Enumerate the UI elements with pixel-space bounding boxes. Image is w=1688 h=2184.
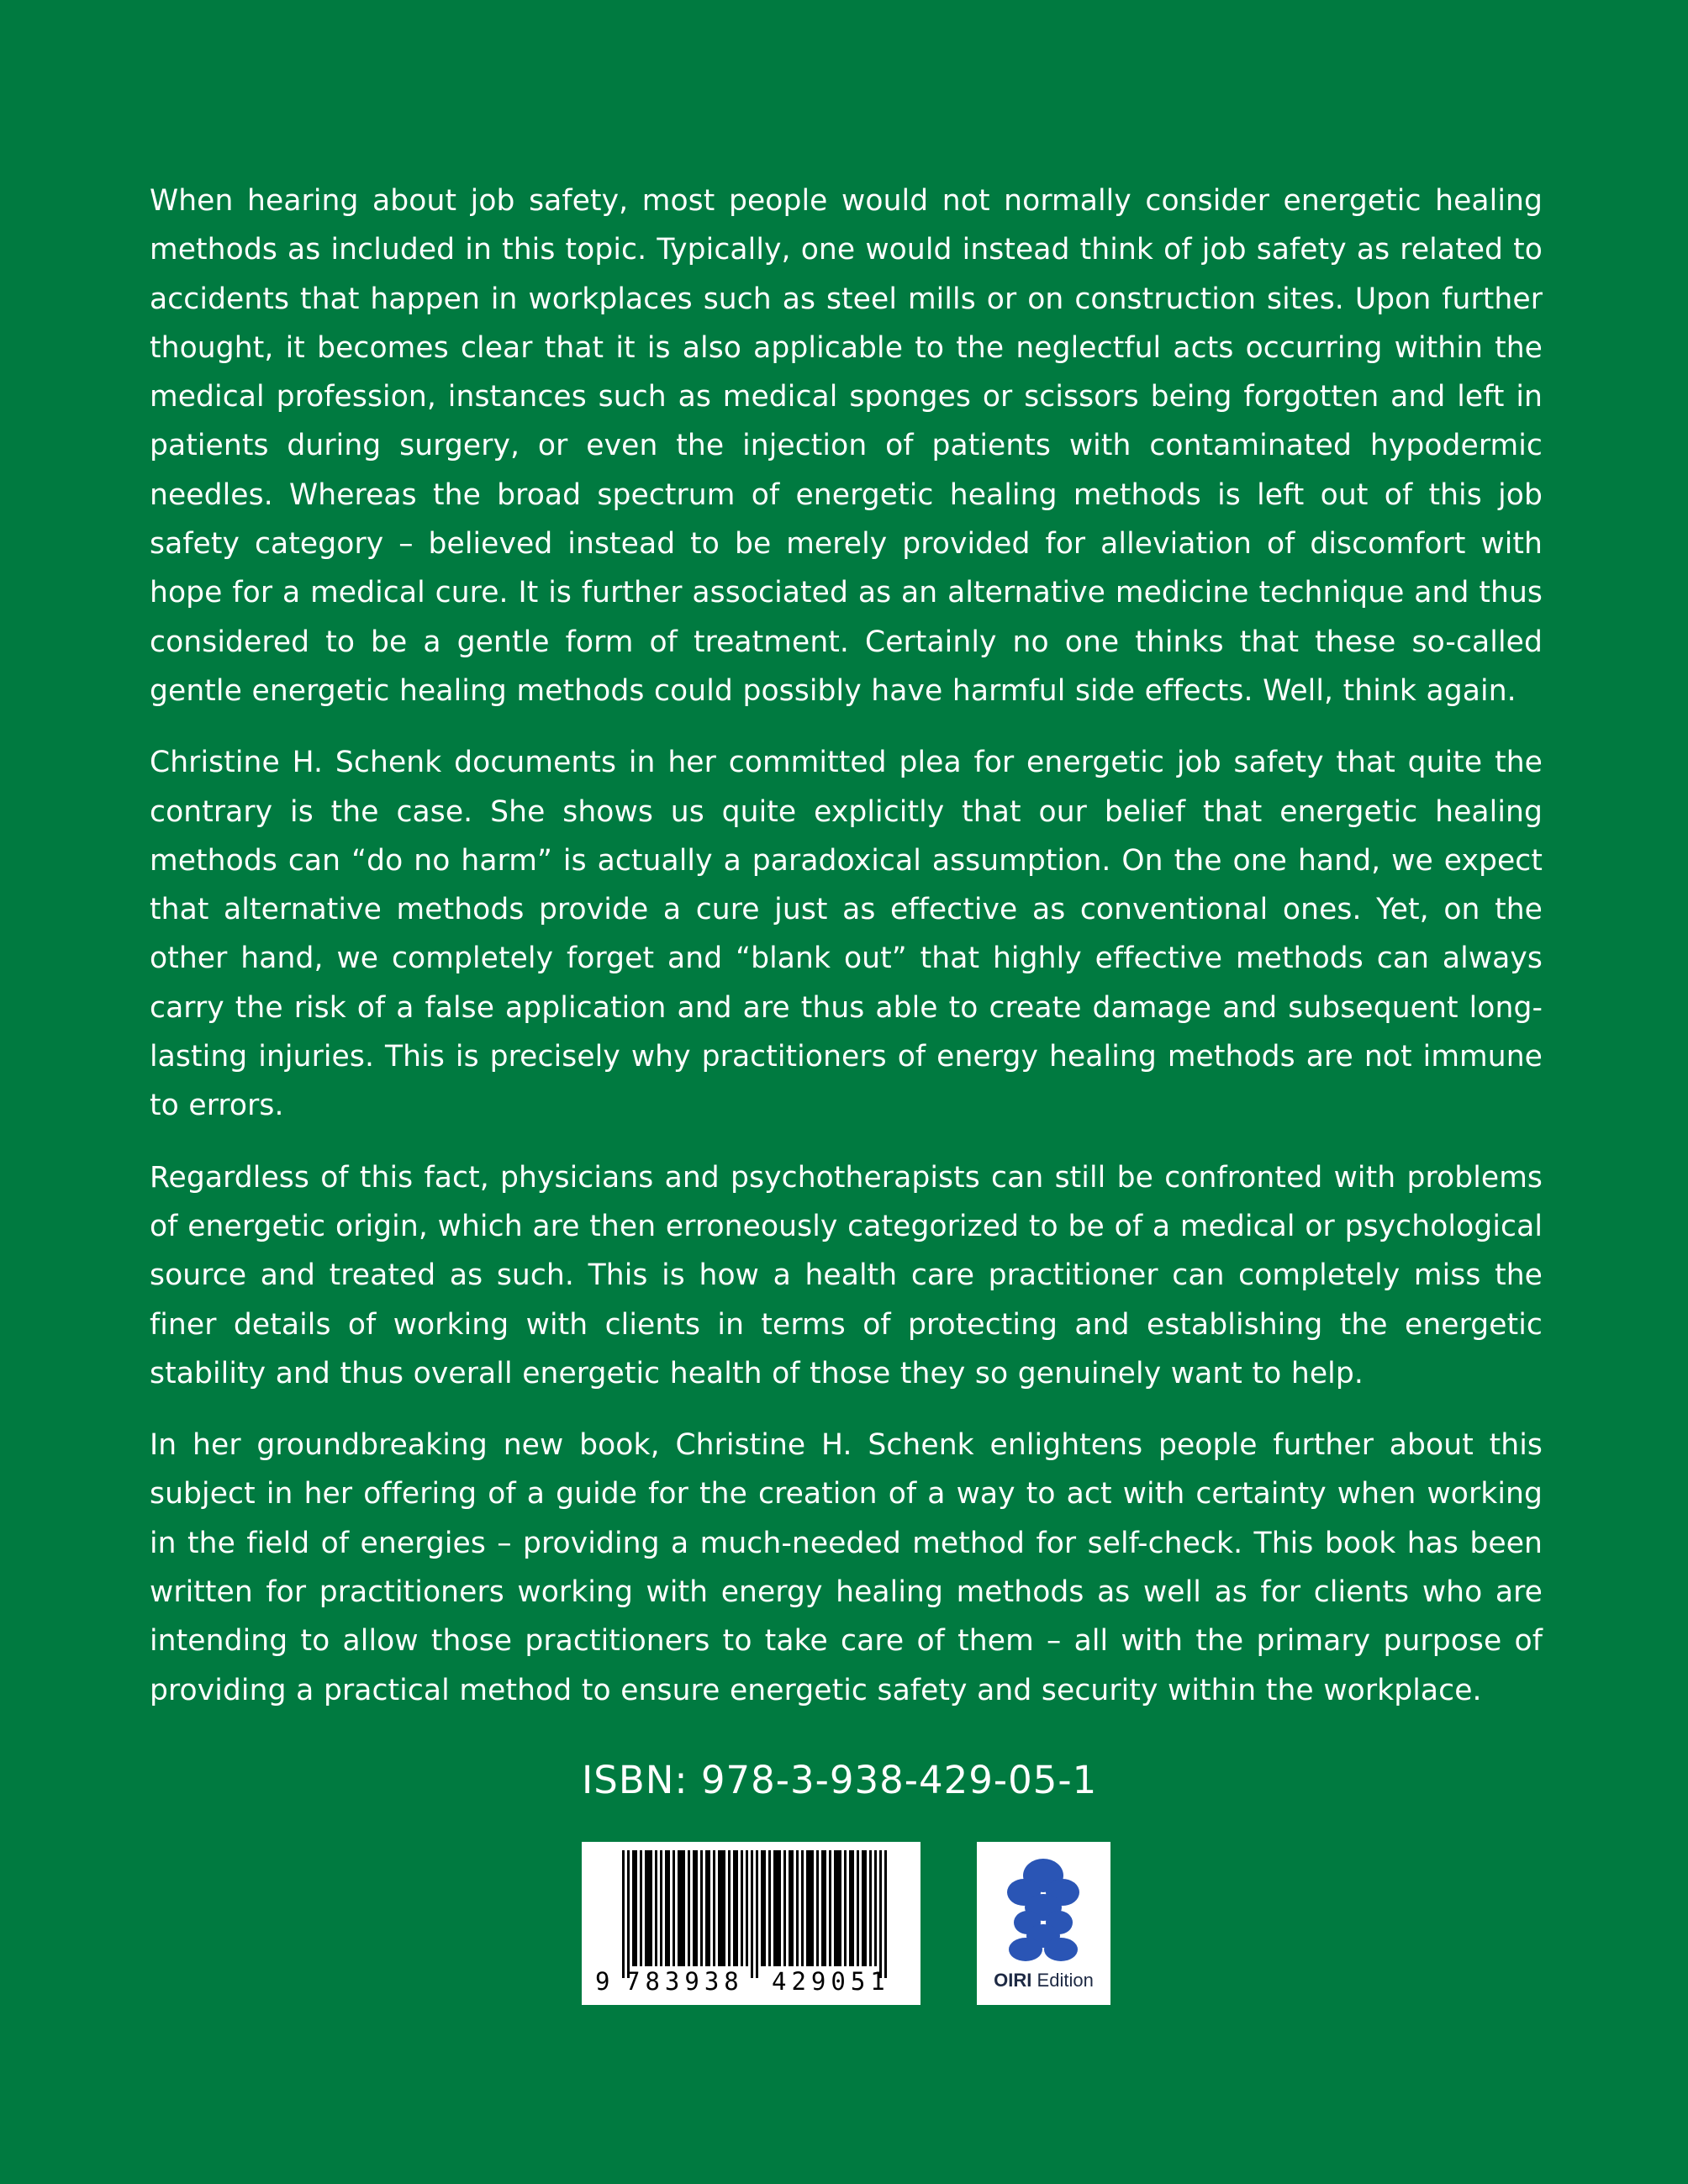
back-cover-text (150, 177, 1543, 1738)
isbn-label: ISBN: 978-3-938-429-05-1 (582, 1758, 1098, 1802)
publisher-logo (977, 1842, 1110, 2005)
barcode-digits-right: 429051 (772, 1967, 890, 1996)
barcode-digits-left: 783938 (625, 1967, 744, 1996)
barcode-lead-digit: 9 (595, 1967, 610, 1996)
paragraph-3: Regardless of this fact, physicians and psychotherapists can still be confronted with problems of energetic origin, which are then erroneously categorized to be of a medical or psychological source and treated as such. This is how a health care practitioner can completely miss the finer details of working with clients in terms of protecting and establishing the energetic stability and thus overall energetic health of those they so genuinely want to help. (150, 1160, 1543, 1390)
paragraph-4: In her groundbreaking new book, Christine H. Schenk enlightens people further about this subject in her offering of a guide for the creation of a way to act with certainty when working in the field of energies – providing a much-needed method for self-check. This book has been written for practitioners working with energy healing methods as well as for clients who are intending to allow those practitioners to take care of them – all with the primary purpose of providing a practical method to ensure energetic safety and security within the workplace. (150, 1428, 1543, 1707)
paragraph-2: Christine H. Schenk documents in her committed plea for energetic job safety that quite the contrary is the case. She shows us quite explicitly that our belief that energetic healing methods can “do no harm” is actually a paradoxical assumption. On the one hand, we expect that alternative methods provide a cure just as effective as conventional ones. Yet, on the other hand, we completely forget and “blank out” that highly effective methods can always carry the risk of a false application and are thus able to create damage and subsequent long-lasting injuries. This is precisely why practitioners of energy healing methods are not immune to errors. (150, 746, 1543, 1123)
barcode-digits (582, 1965, 920, 1998)
publisher-name (977, 1968, 1110, 1993)
publisher-name-bold: OIRI (994, 1970, 1032, 1991)
barcode (582, 1842, 920, 2005)
paragraph-1: When hearing about job safety, most people would not normally consider energetic healing methods as included in this topic. Typically, one would instead think of job safety as related to accidents that happen in workplaces such as steel mills or on construction sites. Upon further thought, it becomes clear that it is also applicable to the neglectful acts occurring within the medical profession, instances such as medical sponges or scissors being forgotten and left in patients during surgery, or even the injection of patients with contaminated hypodermic needles. Whereas the broad spectrum of energetic healing methods is left out of this job safety category – believed instead to be merely provided for alleviation of discomfort with hope for a medical cure. It is further associated as an alternative medicine technique and thus considered to be a gentle form of treatment. Certainly no one thinks that these so-called gentle energetic healing methods could possibly have harmful side effects. Well, think again. (150, 184, 1543, 708)
publisher-name-rest: Edition (1037, 1970, 1094, 1991)
